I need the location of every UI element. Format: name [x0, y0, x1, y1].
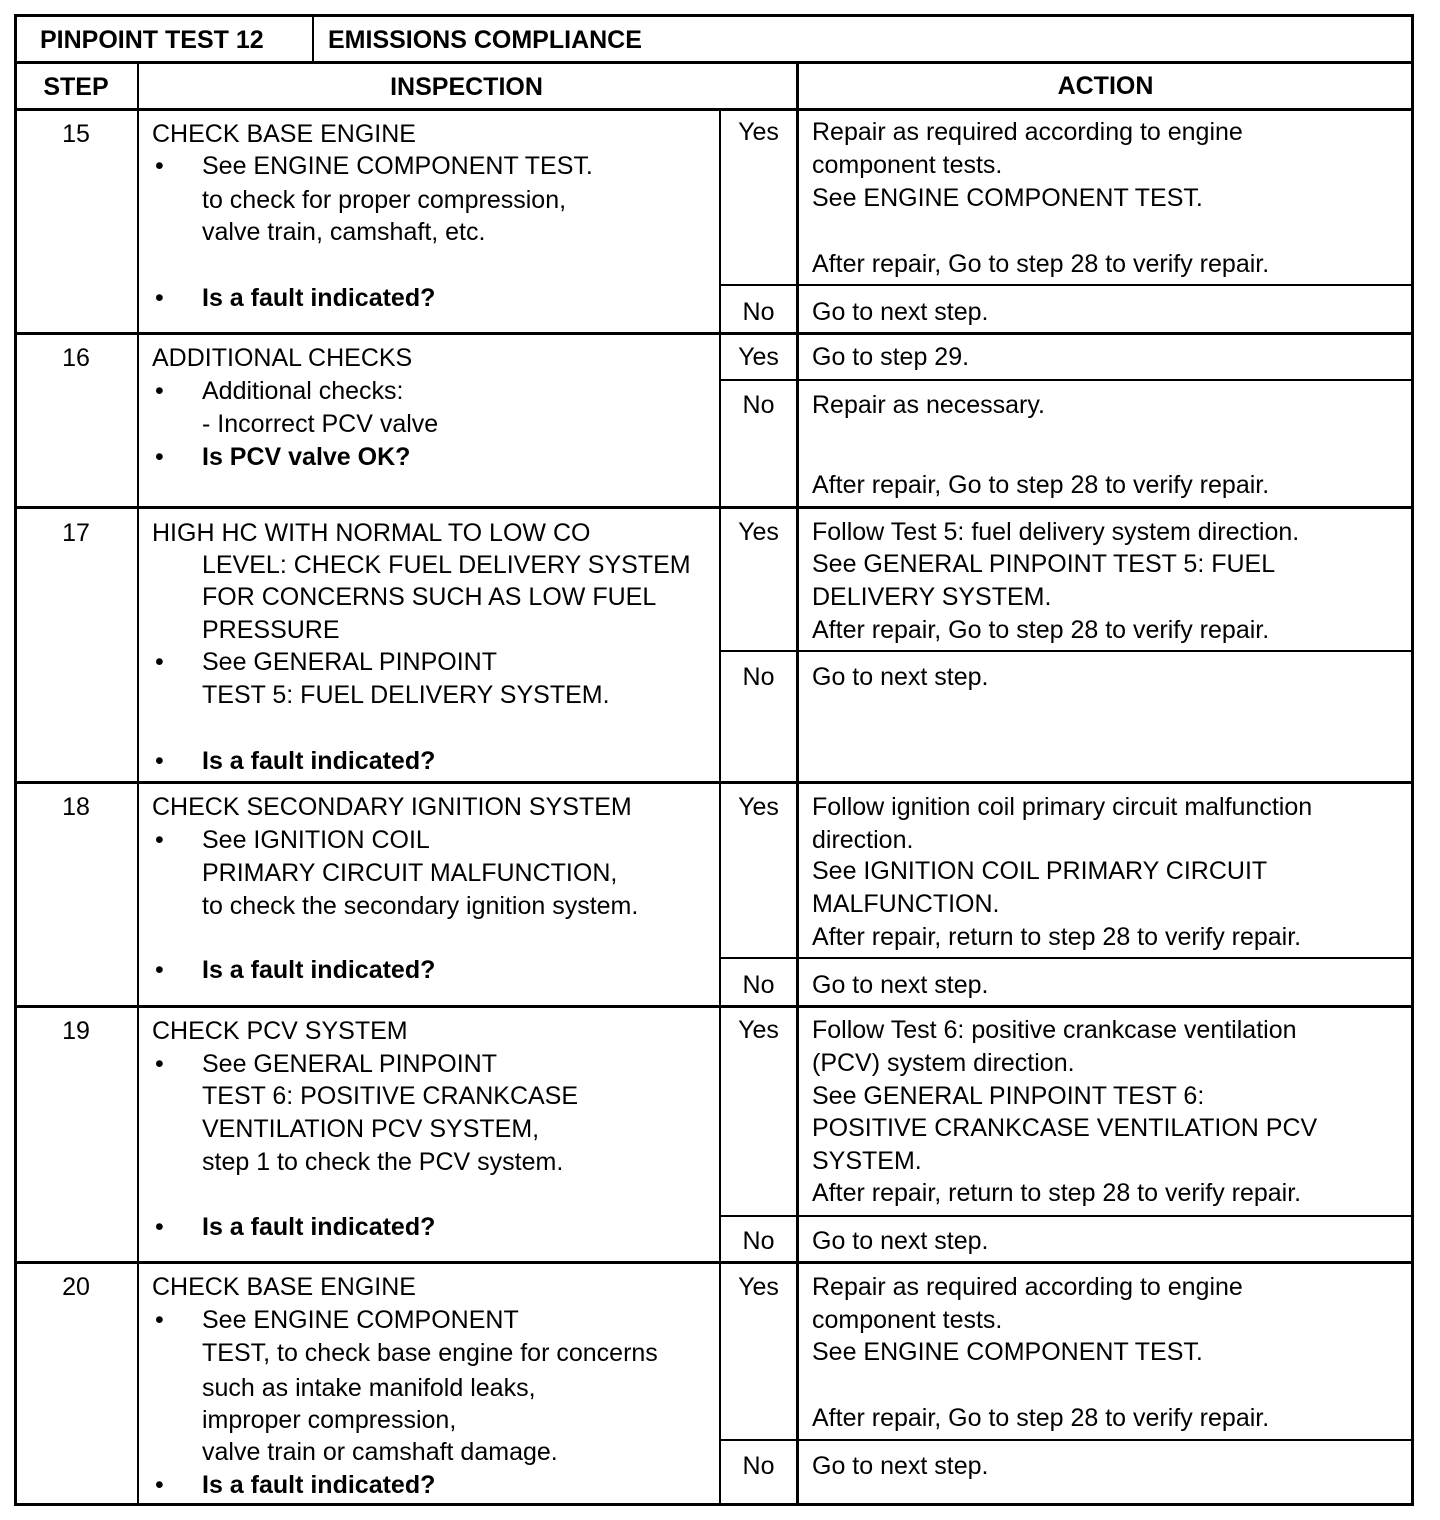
- yes-action-line: Follow Test 6: positive crankcase ventilation: [812, 1015, 1297, 1044]
- inspection-line: TEST 5: FUEL DELIVERY SYSTEM.: [202, 680, 610, 709]
- inspection-line: TEST 6: POSITIVE CRANKCASE: [202, 1081, 579, 1110]
- yes-action-line: See GENERAL PINPOINT TEST 6:: [812, 1081, 1205, 1110]
- no-action-line: Go to next step.: [812, 662, 989, 691]
- yes-no-divider: [720, 379, 1414, 381]
- step-number: 17: [62, 518, 90, 547]
- yes-action-line: (PCV) system direction.: [812, 1048, 1075, 1077]
- step-row-divider: [14, 332, 1414, 335]
- bullet-icon: •: [155, 1212, 164, 1241]
- yes-label: Yes: [738, 792, 779, 821]
- inspection-line: TEST, to check base engine for concerns: [202, 1338, 658, 1367]
- yes-label: Yes: [738, 117, 779, 146]
- inspection-line: CHECK SECONDARY IGNITION SYSTEM: [152, 792, 632, 821]
- inspection-line: ADDITIONAL CHECKS: [152, 343, 413, 372]
- yes-action-line: Go to step 29.: [812, 342, 970, 371]
- inspection-line: See IGNITION COIL: [202, 825, 430, 854]
- no-label: No: [742, 297, 775, 326]
- yes-action-line: After repair, return to step 28 to verify repair.: [812, 922, 1302, 951]
- inspection-line: See GENERAL PINPOINT: [202, 1049, 497, 1078]
- yes-action-line: component tests.: [812, 1305, 1003, 1334]
- inspection-line: - Incorrect PCV valve: [202, 409, 439, 438]
- no-label: No: [742, 1451, 775, 1480]
- inspection-line: See ENGINE COMPONENT TEST.: [202, 151, 593, 180]
- no-action-line: Go to next step.: [812, 297, 989, 326]
- inspection-line: FOR CONCERNS SUCH AS LOW FUEL: [202, 582, 657, 611]
- yes-action-line: See ENGINE COMPONENT TEST.: [812, 1337, 1203, 1366]
- inspection-line: valve train or camshaft damage.: [202, 1437, 558, 1466]
- yes-action-line: After repair, Go to step 28 to verify repair.: [812, 249, 1270, 278]
- inspection-line: See GENERAL PINPOINT: [202, 647, 497, 676]
- inspection-line: PRESSURE: [202, 615, 340, 644]
- inspection-line: HIGH HC WITH NORMAL TO LOW CO: [152, 518, 591, 547]
- bullet-icon: •: [155, 1470, 164, 1499]
- inspection-question: Is a fault indicated?: [202, 746, 436, 775]
- inspection-question: Is a fault indicated?: [202, 1470, 436, 1499]
- yes-action-line: Repair as required according to engine: [812, 1272, 1243, 1301]
- yes-action-line: After repair, return to step 28 to verify repair.: [812, 1178, 1302, 1207]
- bullet-icon: •: [155, 151, 164, 180]
- step-number: 16: [62, 343, 90, 372]
- step-row-divider: [14, 1005, 1414, 1008]
- inspection-question: Is a fault indicated?: [202, 955, 436, 984]
- bullet-icon: •: [155, 1305, 164, 1334]
- inspection-line: CHECK BASE ENGINE: [152, 1272, 416, 1301]
- yes-action-line: MALFUNCTION.: [812, 889, 1000, 918]
- inspection-question: Is a fault indicated?: [202, 283, 436, 312]
- yes-action-line: direction.: [812, 825, 914, 854]
- inspection-line: such as intake manifold leaks,: [202, 1373, 536, 1402]
- test-label: PINPOINT TEST 12: [40, 25, 264, 54]
- header-divider: [14, 61, 1414, 64]
- inspection-line: improper compression,: [202, 1405, 457, 1434]
- step-row-divider: [14, 1261, 1414, 1264]
- no-label: No: [742, 390, 775, 419]
- bullet-icon: •: [155, 825, 164, 854]
- no-action-line: Go to next step.: [812, 1451, 989, 1480]
- yes-no-divider: [720, 1439, 1414, 1441]
- step-number: 20: [62, 1272, 90, 1301]
- yes-action-line: Repair as required according to engine: [812, 117, 1243, 146]
- test-title: EMISSIONS COMPLIANCE: [328, 25, 642, 54]
- bullet-icon: •: [155, 1049, 164, 1078]
- bullet-icon: •: [155, 376, 164, 405]
- no-action-line: After repair, Go to step 28 to verify repair.: [812, 470, 1270, 499]
- inspection-line: LEVEL: CHECK FUEL DELIVERY SYSTEM: [202, 550, 691, 579]
- inspection-line: PRIMARY CIRCUIT MALFUNCTION,: [202, 858, 618, 887]
- inspection-line: step 1 to check the PCV system.: [202, 1147, 564, 1176]
- column-header-action: ACTION: [1057, 71, 1154, 100]
- yes-no-divider: [720, 284, 1414, 286]
- yes-no-divider: [720, 1215, 1414, 1217]
- inspection-line: VENTILATION PCV SYSTEM,: [202, 1114, 540, 1143]
- yes-label: Yes: [738, 517, 779, 546]
- no-label: No: [742, 662, 775, 691]
- yes-action-line: See IGNITION COIL PRIMARY CIRCUIT: [812, 856, 1268, 885]
- yes-label: Yes: [738, 1015, 779, 1044]
- step-number: 18: [62, 792, 90, 821]
- step-row-divider: [14, 506, 1414, 509]
- column-header-divider: [14, 108, 1414, 111]
- bullet-icon: •: [155, 647, 164, 676]
- step-row-divider: [14, 781, 1414, 784]
- bullet-icon: •: [155, 955, 164, 984]
- bullet-icon: •: [155, 746, 164, 775]
- yes-no-divider: [720, 650, 1414, 652]
- no-action-line: Go to next step.: [812, 1226, 989, 1255]
- column-header-step: STEP: [43, 72, 109, 101]
- inspection-line: CHECK PCV SYSTEM: [152, 1016, 408, 1045]
- yes-action-line: DELIVERY SYSTEM.: [812, 582, 1052, 611]
- yes-action-line: POSITIVE CRANKCASE VENTILATION PCV: [812, 1113, 1318, 1142]
- inspection-line: Additional checks:: [202, 376, 404, 405]
- step-number: 15: [62, 119, 90, 148]
- inspection-line: to check the secondary ignition system.: [202, 891, 639, 920]
- step-number: 19: [62, 1016, 90, 1045]
- inspection-question: Is PCV valve OK?: [202, 442, 411, 471]
- column-header-inspection: INSPECTION: [390, 72, 543, 101]
- yes-action-line: See GENERAL PINPOINT TEST 5: FUEL: [812, 549, 1276, 578]
- yes-label: Yes: [738, 342, 779, 371]
- yes-action-line: component tests.: [812, 150, 1003, 179]
- yes-no-divider: [720, 957, 1414, 959]
- yes-action-line: SYSTEM.: [812, 1146, 922, 1175]
- inspection-line: to check for proper compression,: [202, 185, 567, 214]
- no-label: No: [742, 1226, 775, 1255]
- yes-action-line: Follow ignition coil primary circuit malfunction: [812, 792, 1313, 821]
- no-label: No: [742, 970, 775, 999]
- no-action-line: Repair as necessary.: [812, 390, 1045, 419]
- yes-action-line: See ENGINE COMPONENT TEST.: [812, 183, 1203, 212]
- yes-label: Yes: [738, 1272, 779, 1301]
- no-action-line: Go to next step.: [812, 970, 989, 999]
- bullet-icon: •: [155, 442, 164, 471]
- inspection-line: valve train, camshaft, etc.: [202, 217, 486, 246]
- bullet-icon: •: [155, 283, 164, 312]
- yes-action-line: After repair, Go to step 28 to verify repair.: [812, 615, 1270, 644]
- yes-action-line: After repair, Go to step 28 to verify repair.: [812, 1403, 1270, 1432]
- inspection-line: See ENGINE COMPONENT: [202, 1305, 519, 1334]
- yes-action-line: Follow Test 5: fuel delivery system direction.: [812, 517, 1300, 546]
- inspection-line: CHECK BASE ENGINE: [152, 119, 416, 148]
- header-split-line: [312, 14, 314, 62]
- inspection-question: Is a fault indicated?: [202, 1212, 436, 1241]
